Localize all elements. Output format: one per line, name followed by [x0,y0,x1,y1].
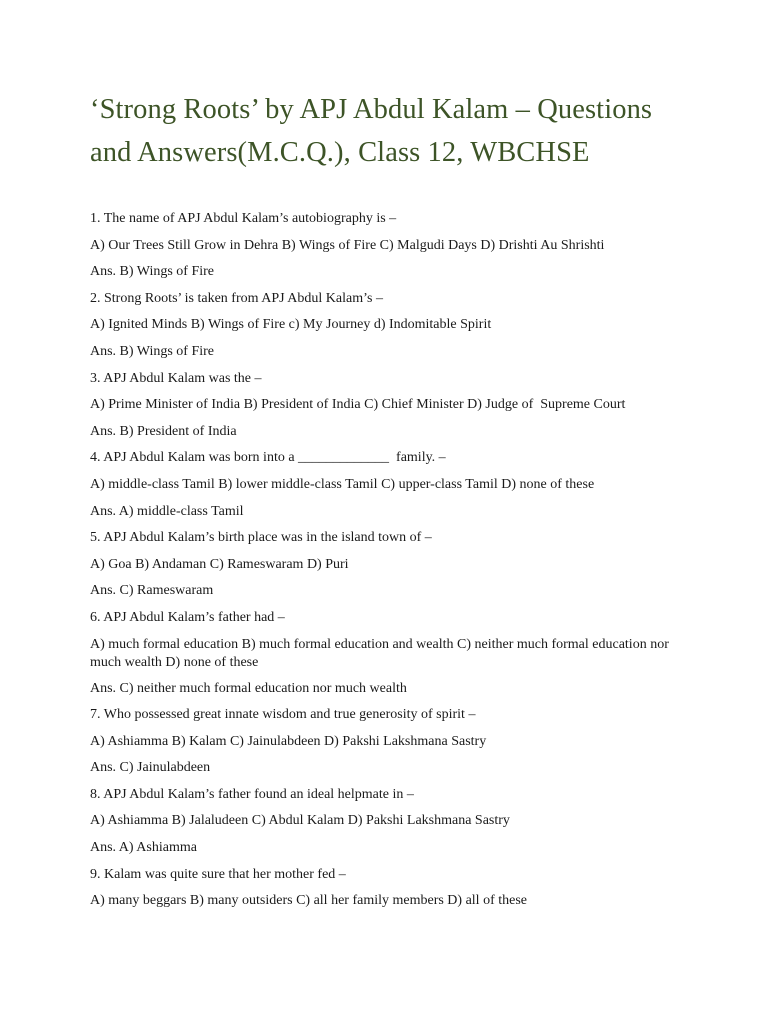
answer-8: Ans. A) Ashiamma [90,840,197,856]
answer-2: Ans. B) Wings of Fire [90,343,215,359]
question-1: 1. The name of APJ Abdul Kalam’s autobiography is – [90,211,397,226]
answer-4: Ans. A) middle-class Tamil [90,503,244,519]
options-6: A) much formal education B) much formal education and wealth C) neither much formal education nor much wealth D) none of these [90,636,673,670]
answer-6: Ans. C) neither much formal education nor much wealth [90,680,407,696]
options-1: A) Our Trees Still Grow in Dehra B) Wings of Fire C) Malgudi Days D) Drishti Au Shrishti [90,237,605,253]
answer-3: Ans. B) President of India [90,423,237,439]
document-body [90,210,680,910]
options-7: A) Ashiamma B) Kalam C) Jainulabdeen D) Pakshi Lakshmana Sastry [90,733,487,749]
options-8: A) Ashiamma B) Jalaludeen C) Abdul Kalam D) Pakshi Lakshmana Sastry [90,813,510,829]
question-8: 8. APJ Abdul Kalam’s father found an ideal helpmate in – [90,786,414,802]
options-2: A) Ignited Minds B) Wings of Fire c) My Journey d) Indomitable Spirit [90,317,492,333]
options-3: A) Prime Minister of India B) President of India C) Chief Minister D) Judge of Supreme Court [90,397,626,413]
answer-1: Ans. B) Wings of Fire [90,264,215,280]
question-2: 2. Strong Roots’ is taken from APJ Abdul Kalam’s – [90,290,383,306]
answer-5: Ans. C) Rameswaram [90,583,214,599]
options-5: A) Goa B) Andaman C) Rameswaram D) Puri [90,556,349,572]
answer-7: Ans. C) Jainulabdeen [90,760,211,776]
question-6: 6. APJ Abdul Kalam’s father had – [90,609,285,625]
question-5: 5. APJ Abdul Kalam’s birth place was in the island town of – [90,530,432,546]
question-7: 7. Who possessed great innate wisdom and true generosity of spirit – [90,707,476,723]
question-3: 3. APJ Abdul Kalam was the – [90,370,262,386]
options-4: A) middle-class Tamil B) lower middle-class Tamil C) upper-class Tamil D) none of these [90,476,595,492]
options-9: A) many beggars B) many outsiders C) all her family members D) all of these [90,893,527,909]
question-9: 9. Kalam was quite sure that her mother fed – [90,866,346,882]
question-4: 4. APJ Abdul Kalam was born into a _____________ family. – [90,450,446,466]
document-page [90,88,680,919]
page-title: ‘Strong Roots’ by APJ Abdul Kalam – Questions and Answers(M.C.Q.), Class 12, WBCHSE [90,94,653,168]
